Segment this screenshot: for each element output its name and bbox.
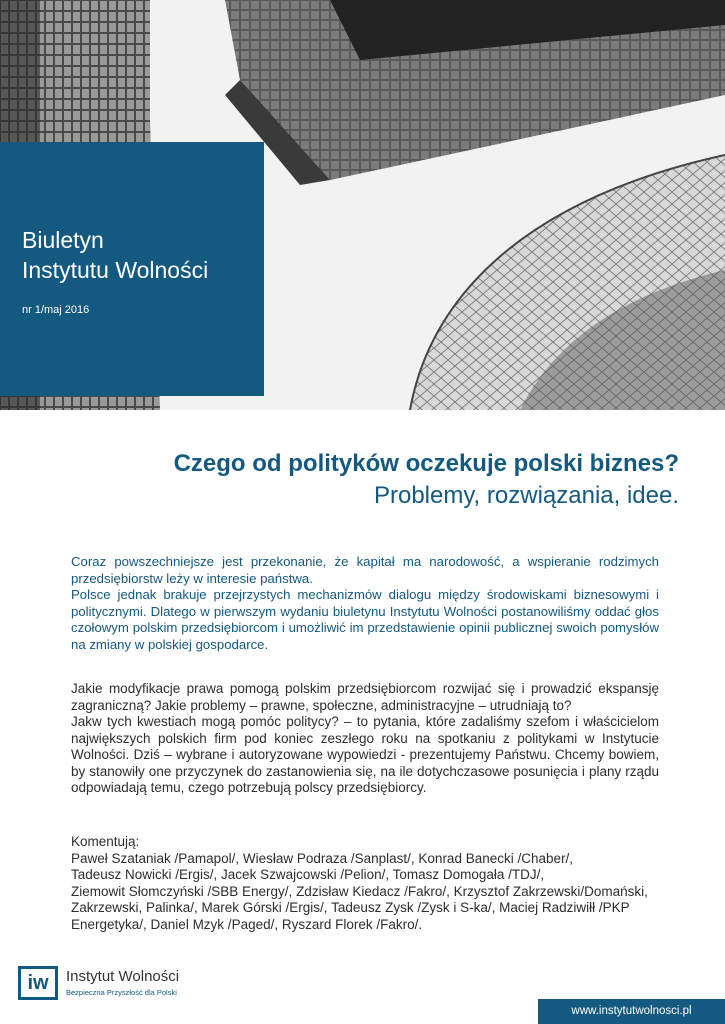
headline-main: Czego od polityków oczekuje polski biznes? (173, 450, 679, 477)
institute-logo (18, 964, 208, 1004)
bulletin-title-line1: Biuletyn (22, 227, 104, 253)
body-paragraph-2: Jakw tych kwestiach mogą pomóc politycy? – to pytania, które zadaliśmy szefom i właścicielom największych polskich firm pod koniec zeszłego roku na spotkaniu z politykami w Instytucie Wolności. Dziś – wybrane i autoryzowane wypowiedzi - prezentujemy Państwu. Chcemy bowiem, by stanowiły one przyczynek do zastanowienia się, na ile dotychczasowe posunięcia i plany rządu odpowiadają temu, czego potrzebują polscy przedsiębiorcy. (71, 714, 659, 795)
commentators-line: Paweł Szataniak /Pamapol/, Wiesław Podraza /Sanplast/, Konrad Banecki /Chaber/, (71, 850, 574, 866)
body-paragraph-1: Jakie modyfikacje prawa pomogą polskim przedsiębiorcom rozwijać się i prowadzić ekspansję zagraniczną? Jakie problemy – prawne, społeczne, administracyjne – utrudniają to? (71, 681, 659, 713)
body-text (71, 681, 659, 797)
headline-sub: Problemy, rozwiązania, idee. (373, 482, 679, 509)
intro-paragraph-1: Coraz powszechniejsze jest przekonanie, że kapitał ma narodowość, a wspieranie rodzimych przedsiębiorstw leży w interesie państwa. (71, 554, 659, 586)
intro-paragraph-2: Polsce jednak brakuje przejrzystych mechanizmów dialogu między środowiskami biznesowymi i politycznymi. Dlatego w pierwszym wydaniu biuletynu Instytutu Wolności postanowiliśmy oddać głos czołowym polskim przedsiębiorcom i umożliwić im przedstawienie opinii publicznej swoich pomysłów na zmiany w polskiej gospodarce. (71, 587, 659, 652)
commentators-line: Energetyka/, Daniel Mzyk /Paged/, Ryszard Florek /Fakro/. (71, 916, 423, 932)
commentators-line: Zakrzewski, Palinka/, Marek Górski /Ergis/, Tadeusz Zysk /Zysk i S-ka/, Maciej Radziwiłł /PKP (71, 900, 630, 915)
intro-text (71, 554, 659, 653)
logo-mark-icon: iw (18, 966, 58, 1000)
website-link[interactable]: www.instytutwolnosci.pl (538, 999, 725, 1024)
commentators-line: Tadeusz Nowicki /Ergis/, Jacek Szwajcowski /Pelion/, Tomasz Domogała /TDJ/, (71, 867, 545, 882)
commentators-label: Komentują: (71, 834, 140, 849)
title-box (0, 142, 264, 396)
logo-name: Instytut Wolności (66, 968, 180, 985)
headline (39, 448, 679, 512)
issue-label: nr 1/maj 2016 (22, 304, 90, 316)
logo-tagline: Bezpieczna Przyszłość dla Polski (66, 988, 177, 997)
commentators-line: Ziemowit Słomczyński /SBB Energy/, Zdzisław Kiedacz /Fakro/, Krzysztof Zakrzewski/Domański, (71, 883, 648, 899)
bulletin-title-line2: Instytutu Wolności (22, 257, 209, 283)
commentators (71, 834, 671, 933)
